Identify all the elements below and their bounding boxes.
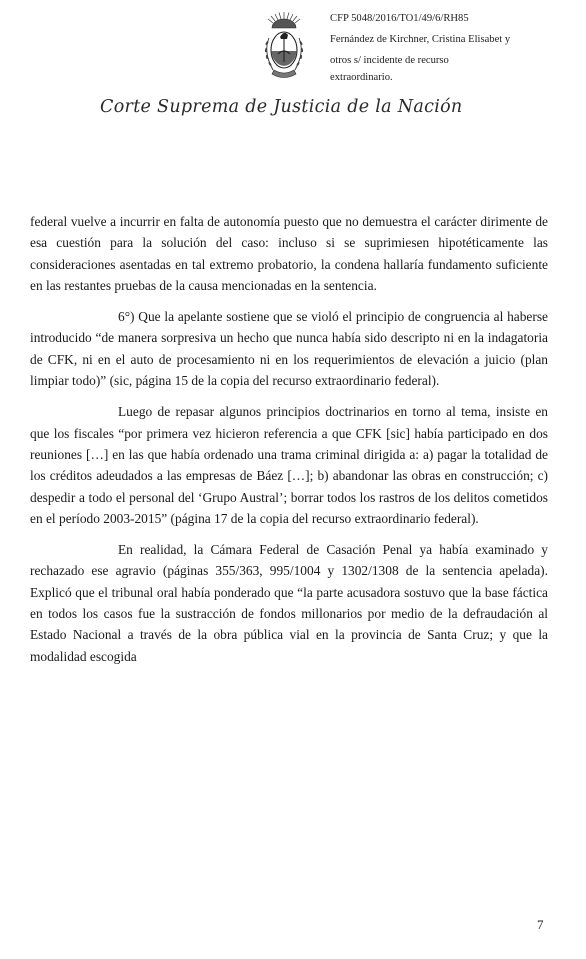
document-body (30, 211, 548, 677)
page-number: 7 (537, 917, 544, 932)
argentine-coat-of-arms-icon (259, 10, 309, 88)
court-name-heading: Corte Suprema de Justicia de la Nación (100, 97, 463, 117)
paragraph-doctrine: Luego de repasar algunos principios doctrinarios en torno al tema, insiste en que los fiscales “por primera vez hicieron referencia a que CFK [sic] había participado en dos reuniones […] en las que había ordenado una trama criminal dirigida a: a) pagar la totalidad de los créditos adeudados a las empresas de Báez […]; b) abandonar las obras en construcción; c) despedir a todo el personal del ‘Grupo Austral’; borrar todos los rastros de los delitos cometidos en el período 2003-2015” (página 17 de la copia del recurso extraordinario federal). (30, 404, 548, 526)
case-info-block (330, 8, 570, 84)
paragraph-6: 6°) Que la apelante sostiene que se violó el principio de congruencia al haberse introducido “de manera sorpresiva un hecho que nunca había sido descripto ni en la indagatoria de CFK, ni en el auto de procesamiento ni en los requerimientos de elevación a juicio (plan limpiar todo)” (sic, página 15 de la copia del recurso extraordinario federal). (30, 309, 548, 389)
paragraph-casacion: En realidad, la Cámara Federal de Casación Penal ya había examinado y rechazado ese agravio (páginas 355/363, 995/1004 y 1302/1308 de la sentencia apelada). Explicó que el tribunal oral había ponderado que “la parte acusadora sostuvo que la base fáctica en todos los casos fue la sustracción de fondos millonarios por medio de la defraudación al Estado Nacional a través de la obra pública vial en la provincia de Santa Cruz; y que la modalidad escogida (30, 542, 548, 664)
case-title-line-3: extraordinario. (330, 72, 393, 83)
paragraph-continuation: federal vuelve a incurrir en falta de autonomía puesto que no demuestra el carácter dirimente de esa cuestión para la solución del caso: incluso si se suprimiesen hipotéticamente las consideraciones asentadas en tal extremo probatorio, la condena hallaría fundamento suficiente en las restantes pruebas de la causa mencionadas en la sentencia. (30, 214, 548, 293)
case-number: CFP 5048/2016/TO1/49/6/RH85 (330, 13, 469, 24)
case-title-line-2: otros s/ incidente de recurso (330, 55, 449, 66)
case-title-line-1: Fernández de Kirchner, Cristina Elisabet y (330, 34, 511, 45)
